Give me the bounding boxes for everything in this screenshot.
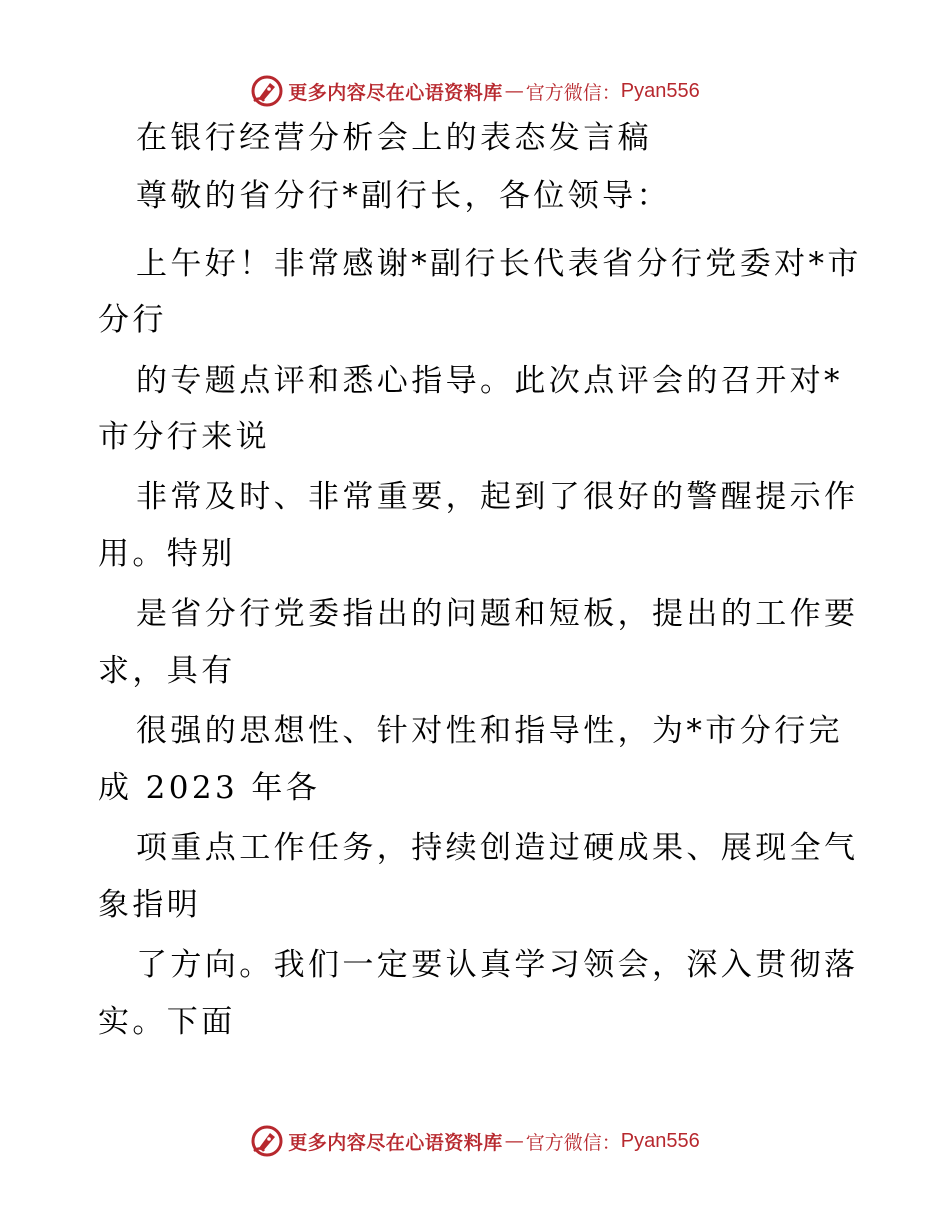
document-line: 的专题点评和悉心指导。此次点评会的召开对* [136, 363, 843, 399]
footer-contact-label: 官方微信： [525, 1131, 621, 1154]
document-line: 成 2023 年各 [98, 770, 321, 806]
footer-separator: — [504, 1130, 524, 1152]
header-contact-id: Pyan556 [620, 79, 700, 102]
document-line: 项重点工作任务，持续创造过硬成果、展现全气 [136, 830, 859, 866]
header-site-text: 更多内容尽在心语资料库 [288, 81, 503, 104]
pen-nib-circle-icon [250, 74, 284, 108]
document-line: 尊敬的省分行*副行长，各位领导： [136, 178, 671, 214]
header-contact-label: 官方微信： [525, 81, 621, 104]
header-banner [0, 71, 950, 111]
footer-banner [0, 1121, 950, 1161]
document-line: 象指明 [98, 887, 202, 923]
document-title: 在银行经营分析会上的表态发言稿 [136, 120, 652, 156]
header-separator: — [504, 80, 524, 102]
document-line: 很强的思想性、针对性和指导性，为*市分行完 [136, 713, 843, 749]
document-line: 用。特别 [98, 536, 236, 572]
document-line: 分行 [98, 302, 167, 338]
footer-contact-id: Pyan556 [620, 1129, 700, 1152]
document-line: 是省分行党委指出的问题和短板，提出的工作要 [136, 596, 859, 632]
document-line: 上午好！非常感谢*副行长代表省分行党委对*市 [136, 246, 862, 282]
document-line: 市分行来说 [98, 419, 270, 455]
footer-site-text: 更多内容尽在心语资料库 [288, 1131, 503, 1154]
pen-nib-circle-icon [250, 1124, 284, 1158]
document-line: 求，具有 [98, 653, 236, 689]
document-line: 了方向。我们一定要认真学习领会，深入贯彻落 [136, 947, 859, 983]
document-line: 实。下面 [98, 1004, 236, 1040]
document-line: 非常及时、非常重要，起到了很好的警醒提示作 [136, 479, 859, 515]
